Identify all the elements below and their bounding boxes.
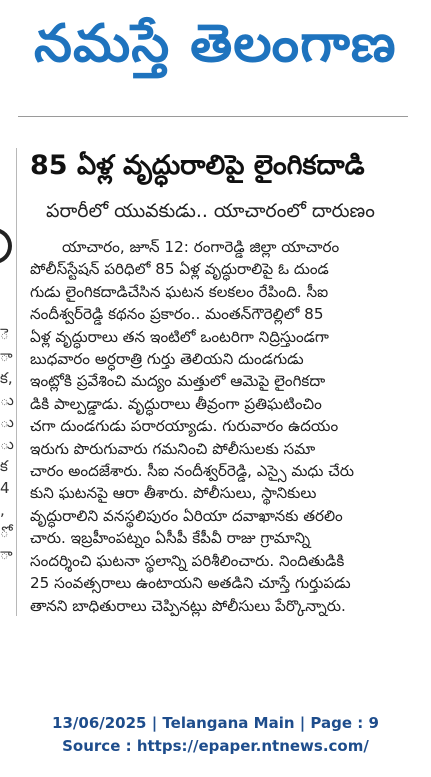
left-fragment: ా [0, 347, 13, 365]
left-fragment: ా [0, 545, 13, 563]
column-divider [16, 148, 17, 616]
large-glyph-fragment [0, 228, 12, 264]
body-line: డికి పాల్పడ్డాడు. వృద్ధురాలు తీవ్రంగా ప్రతిఘటించిం [30, 394, 322, 413]
left-fragment: ు [0, 391, 14, 409]
body-line: తానని బాధితురాలు చెప్పినట్లు పోలీసులు పేర్కొన్నారు. [30, 596, 346, 615]
left-fragment: 4 [0, 479, 10, 497]
body-line: కుని ఘటనపై ఆరా తీశారు. పోలీసులు, స్థానికులు [30, 484, 317, 503]
left-fragment: ో [0, 523, 9, 541]
newspaper-masthead [0, 0, 431, 88]
body-line: చగా దుండగుడు పరారయ్యాడు. గురువారం ఉదయం [30, 417, 339, 436]
article-headline: 85 ఏళ్ల వృద్ధురాలిపై లైంగికదాడి [30, 150, 365, 181]
left-fragment: ె [0, 325, 9, 343]
left-fragment: ు [0, 413, 14, 431]
footer-date-line: 13/06/2025 | Telangana Main | Page : 9 [52, 714, 379, 732]
left-fragment: , [0, 501, 5, 519]
left-fragment: క, [0, 369, 13, 387]
left-fragment: ు [0, 435, 14, 453]
body-line: బుధవారం అర్ధరాత్రి గుర్తు తెలియని దుండగుడు [30, 350, 304, 369]
masthead-title: నమస్తే తెలంగాణ [34, 14, 397, 74]
body-line: గుడు లైంగికదాడిచేసిన ఘటన కలకలం రేపింది. సీఐ [30, 282, 329, 301]
body-line: సందర్శించి ఘటనా స్థలాన్ని పరిశీలించారు. నిందితుడికి [30, 551, 345, 570]
body-line: చారం అందజేశారు. సీఐ నందీశ్వర్‌రెడ్డి, ఎస్సై మధు చేరు [30, 462, 355, 481]
body-line: పోలీస్‌స్టేషన్ పరిధిలో 85 ఏళ్ల వృద్ధురాలిపై ఓ దుండ [30, 260, 329, 279]
body-line: యాచారం, జూన్ 12: రంగారెడ్డి జిల్లా యాచారం [62, 238, 340, 256]
left-fragment: క [0, 457, 8, 475]
body-line: ఇంట్లోకి ప్రవేశించి మద్యం మత్తులో ఆమెపై లైంగికదా [30, 372, 326, 391]
body-line: చారు. ఇబ్రహీంపట్నం ఏసీపీ కేపీవీ రాజు గ్రామాన్ని [30, 529, 311, 548]
body-line: ఇరుగు పొరుగువారు గమనించి పోలీసులకు సమా [30, 439, 316, 458]
body-line: వృద్ధురాలిని వనస్థలిపురం ఏరియా దవాఖానకు తరలిం [30, 506, 343, 525]
body-line: 25 సంవత్సరాలు ఉంటాయని అతడిని చూస్తే గుర్తుపడు [30, 574, 351, 593]
article-subheadline: పరారీలో యువకుడు.. యాచారంలో దారుణం [46, 200, 375, 222]
adjacent-column-fragment [0, 150, 14, 610]
body-line: నందీశ్వర్‌రెడ్డి కథనం ప్రకారం.. మంతన్‌గౌరెల్లిలో 85 [30, 305, 324, 324]
masthead-divider [18, 116, 408, 117]
footer-source-line[interactable]: Source : https://epaper.ntnews.com/ [62, 737, 369, 755]
article-body [30, 236, 420, 636]
body-line: ఏళ్ల వృద్ధురాలు తన ఇంటిలో ఒంటరిగా నిద్రిస్తుండగా [30, 327, 329, 346]
